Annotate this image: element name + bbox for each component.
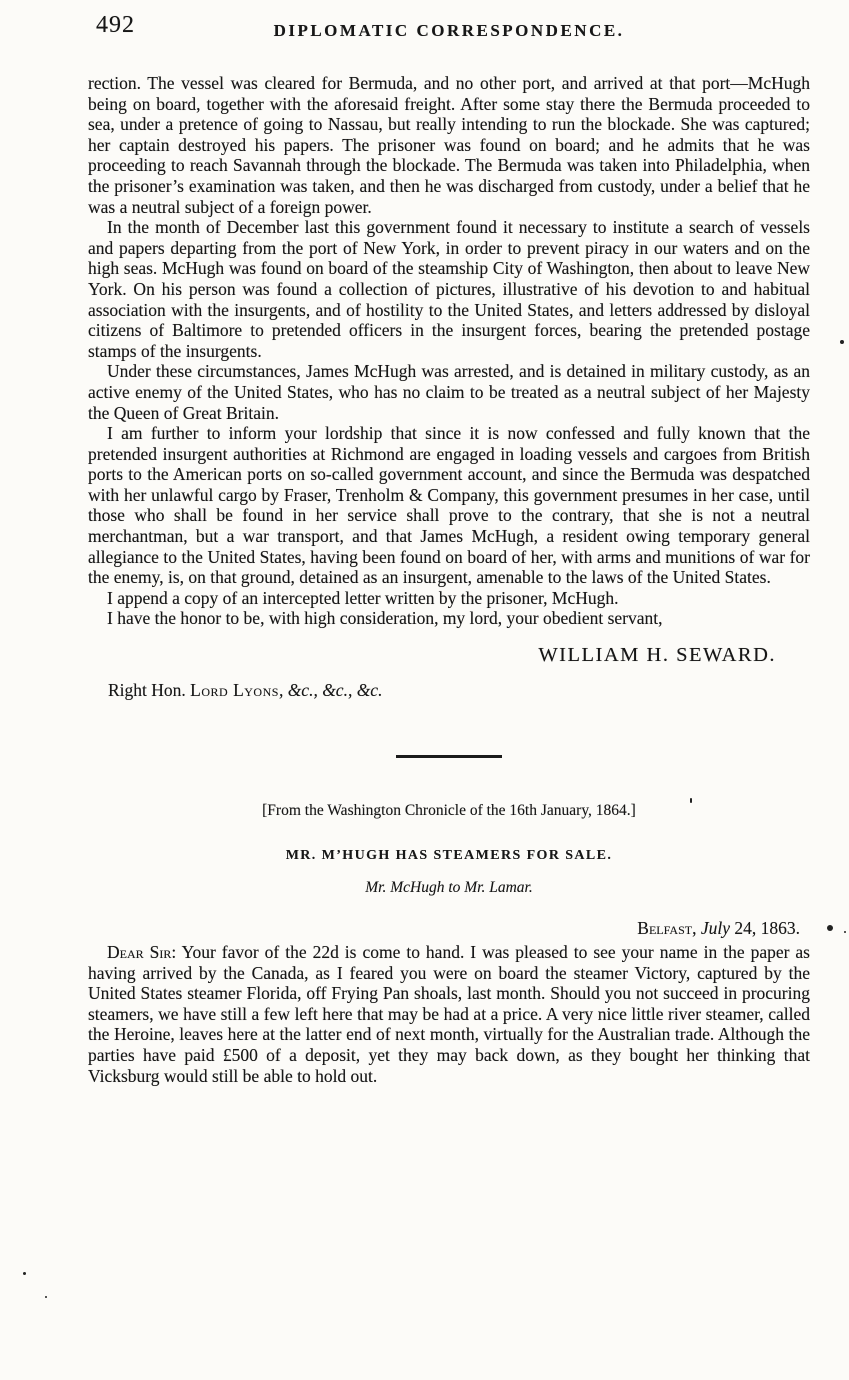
letter-paragraph: Under these circumstances, James McHugh was arrested, and is detained in military custody, as an active enemy of the United States, who has no claim to be treated as a neutral subject of her Majesty the Queen of Great Britain. [88,361,810,423]
addressee-etc: , &c., &c., &c. [278,680,383,701]
signature-line: WILLIAM H. SEWARD. [538,644,776,667]
dateline [88,918,810,939]
letter-paragraph: In the month of December last this government found it necessary to institute a search of vessels and papers departing from the port of New York, in order to prevent piracy in our waters and on the high seas. McHugh was found on board of the steamship City of Washington, then about to leave New York. On his person was found a collection of pictures, illustrative of his devotion to and habitual association with the insurgents, and of hostility to the United States, and letters addressed by disloyal citizens of Baltimore to pretended officers in the insurgent forces, bearing the pretended postage stamps of the insurgents. [88,217,810,361]
section-divider [396,755,502,758]
scan-speck [690,798,692,803]
scan-speck [827,925,833,931]
article-source-line: [From the Washington Chronicle of the 16th January, 1864.] [262,802,636,820]
addressee-name: Lord Lyons [190,680,279,701]
article-byline: Mr. McHugh to Mr. Lamar. [365,879,533,897]
article-title: MR. M’HUGH HAS STEAMERS FOR SALE. [285,848,613,864]
scan-speck [23,1272,26,1275]
letter-paragraph: I append a copy of an intercepted letter written by the prisoner, McHugh. [107,587,619,608]
letter-paragraph [88,942,810,1086]
page-content [88,12,810,1086]
letter-salutation: Dear Sir: [107,942,177,963]
dateline-month: July [700,918,730,939]
second-letter-body [88,942,810,1086]
letter-body [88,73,810,629]
addressee-line [88,680,810,701]
running-head-title: DIPLOMATIC CORRESPONDENCE. [273,21,625,40]
running-header [88,12,810,48]
page-number: 492 [96,12,135,38]
scan-speck [844,931,846,933]
letter-paragraph: I have the honor to be, with high consideration, my lord, your obedient servant, [107,608,663,629]
letter-paragraph: I am further to inform your lordship that since it is now confessed and fully known that the pretended insurgent authorities at Richmond are engaged in loading vessels and cargoes from British ports to the American ports on so-called government account, and since the Bermuda was despatched with her unlawful cargo by Fraser, Trenholm & Company, this government presumes in her case, until those who shall be found in her service shall prove to the contrary, that she is not a neutral merchantman, but a war transport, and that James McHugh, a resident owing temporary general allegiance to the United States, having been found on board of her, with arms and munitions of war for the enemy, is, on that ground, detained as an insurgent, amenable to the laws of the United States. [88,423,810,588]
letter-paragraph: rection. The vessel was cleared for Bermuda, and no other port, and arrived at that port—McHugh being on board, together with the aforesaid freight. After some stay there the Bermuda proceeded to sea, under a pretence of going to Nassau, but really intending to run the blockade. She was captured; her captain destroyed his papers. The prisoner was found on board; and he admits that he was proceeding to reach Savannah through the blockade. The Bermuda was taken into Philadelphia, when the prisoner’s examination was taken, and then he was discharged from custody, under a belief that he was a neutral subject of a foreign power. [88,73,810,217]
scan-speck [45,1296,47,1298]
dateline-date: 24, 1863. [734,918,800,939]
scan-speck [840,340,844,344]
addressee-honorific: Right Hon. [108,680,191,701]
dateline-place: Belfast, [637,918,697,939]
letter-body-text: Your favor of the 22d is come to hand. I was pleased to see your name in the paper as having arrived by the Canada, as I feared you were on board the steamer Victory, captured by the United States steamer Florida, off Frying Pan shoals, last month. Should you not succeed in procuring steamers, we have still a few left here that may be had at a price. A very nice little river steamer, called the Heroine, leaves here at the latter end of next month, virtually for the Australian trade. Although the parties have paid £500 of a deposit, yet they may back down, as they bought her thinking that Vicksburg would still be able to hold out. [88,942,810,1086]
